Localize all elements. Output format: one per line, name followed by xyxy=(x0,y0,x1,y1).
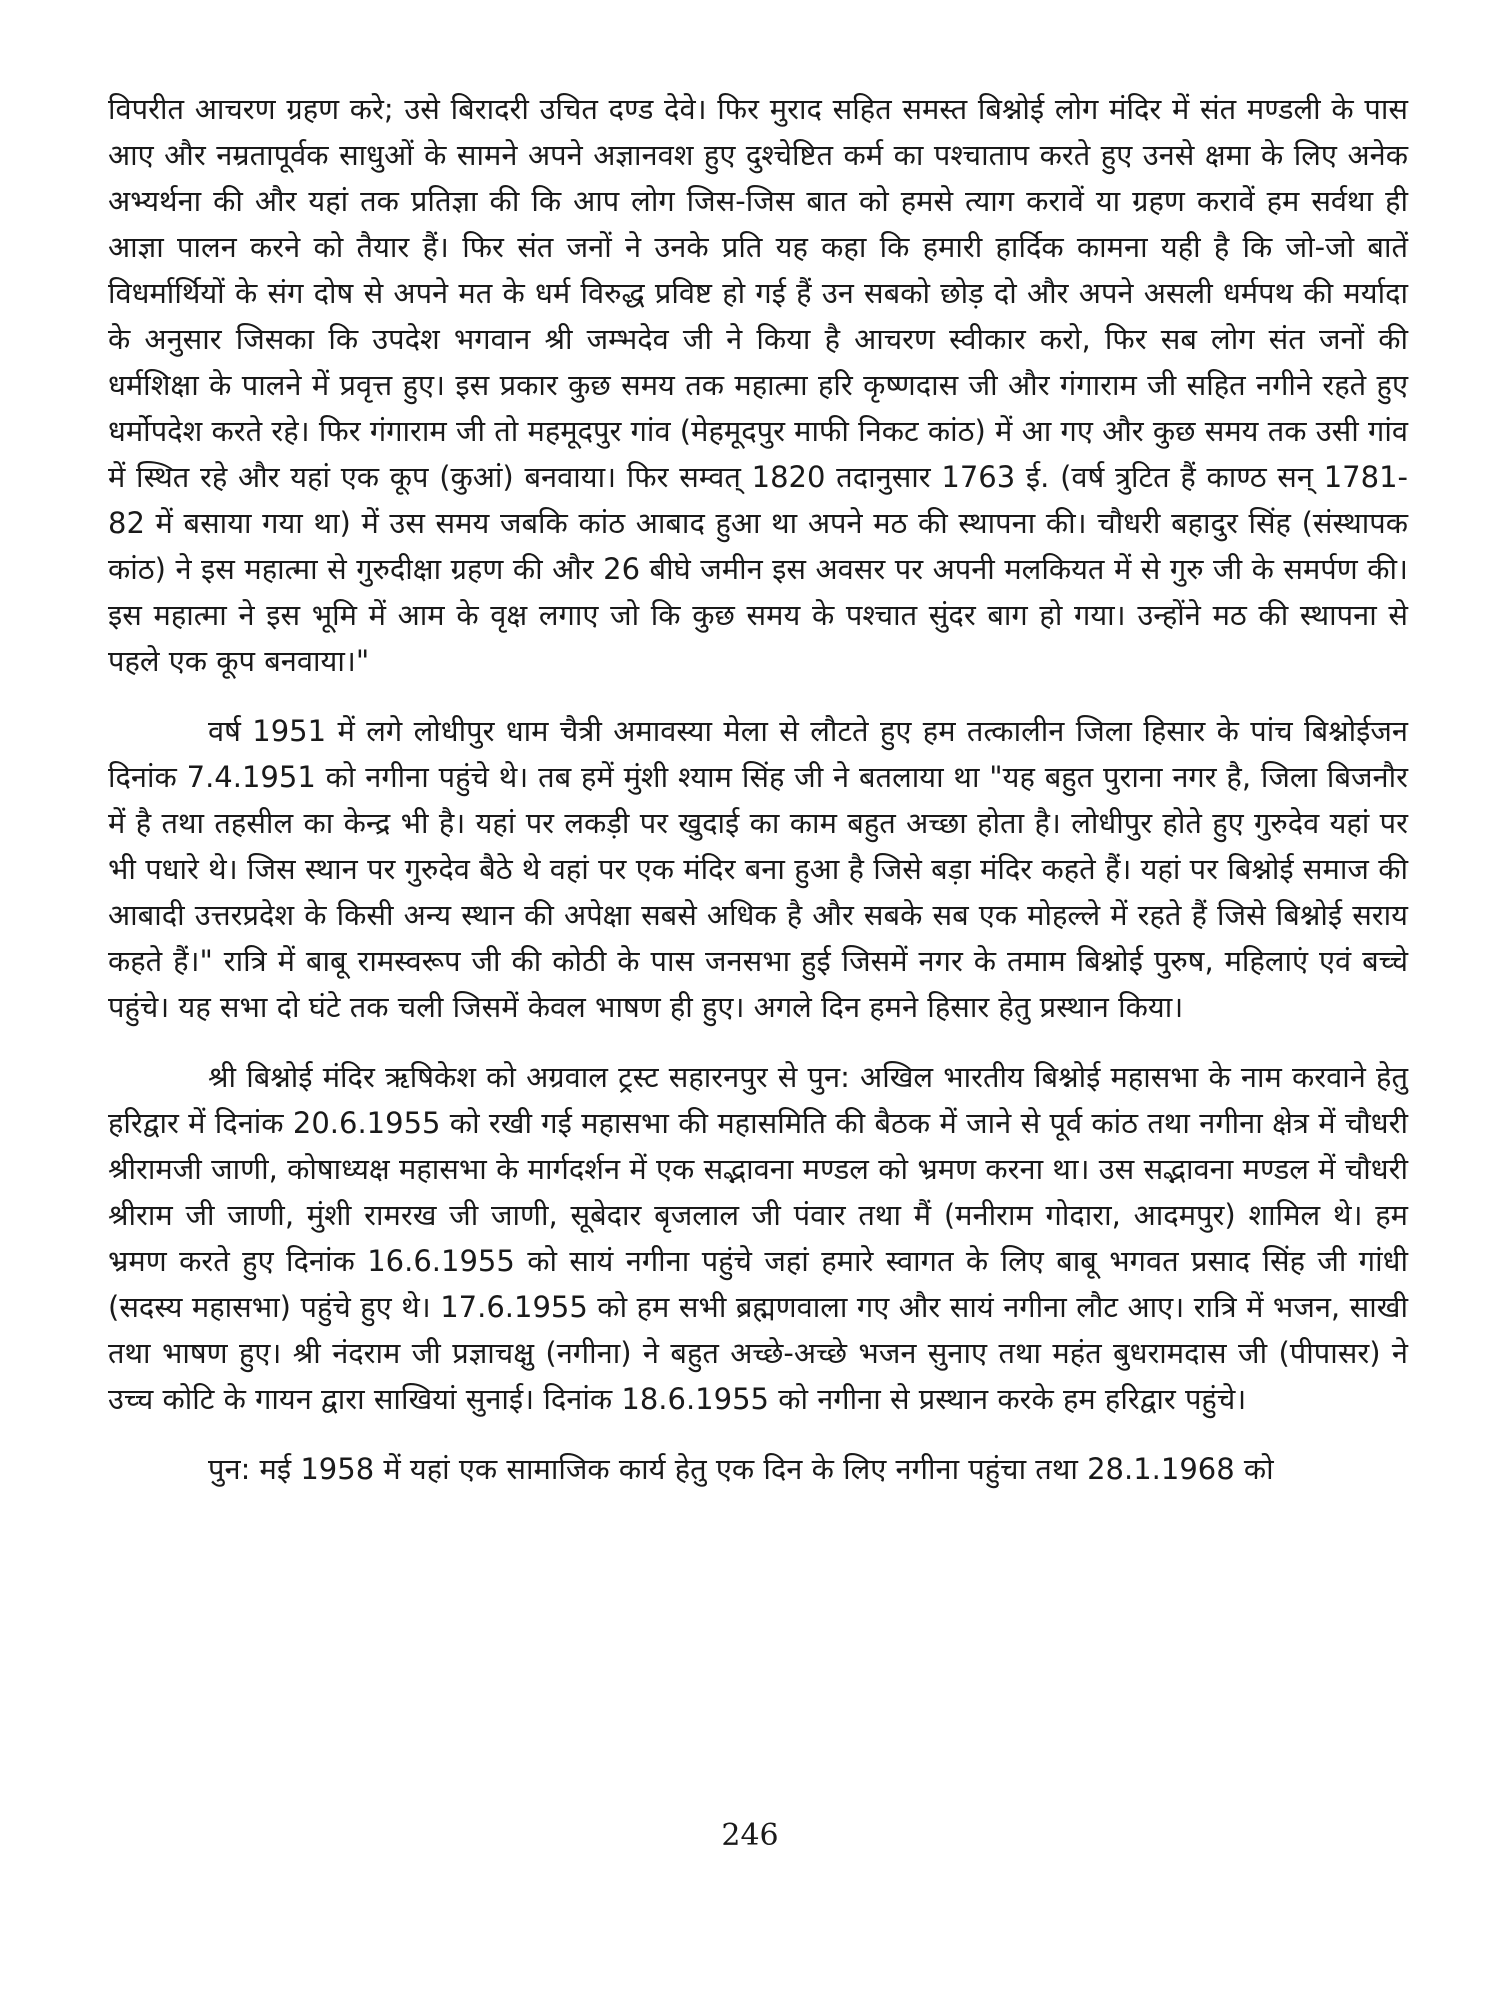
paragraph-1: विपरीत आचरण ग्रहण करे; उसे बिरादरी उचित दण्ड देवे। फिर मुराद सहित समस्त बिश्नोई लोग मंदिर में संत मण्डली के पास आए और नम्रतापूर्वक साधुओं के सामने अपने अज्ञानवश हुए दुश्चेष्टित कर्म का पश्चाताप करते हुए उनसे क्षमा के लिए अनेक अभ्यर्थना की और यहां तक प्रतिज्ञा की कि आप लोग जिस-जिस बात को हमसे त्याग करावें या ग्रहण करावें हम सर्वथा ही आज्ञा पालन करने को तैयार हैं। फिर संत जनों ने उनके प्रति यह कहा कि हमारी हार्दिक कामना यही है कि जो-जो बातें विधर्मार्थियों के संग दोष से अपने मत के धर्म विरुद्ध प्रविष्ट हो गई हैं उन सबको छोड़ दो और अपने असली धर्मपथ की मर्यादा के अनुसार जिसका कि उपदेश भगवान श्री जम्भदेव जी ने किया है आचरण स्वीकार करो, फिर सब लोग संत जनों की धर्मशिक्षा के पालने में प्रवृत्त हुए। इस प्रकार कुछ समय तक महात्मा हरि कृष्णदास जी और गंगाराम जी सहित नगीने रहते हुए धर्मोपदेश करते रहे। फिर गंगाराम जी तो महमूदपुर गांव (मेहमूदपुर माफी निकट कांठ) में आ गए और कुछ समय तक उसी गांव में स्थित रहे और यहां एक कूप (कुआं) बनवाया। फिर सम्वत् 1820 तदानुसार 1763 ई. (वर्ष त्रुटित हैं काण्ठ सन् 1781-82 में बसाया गया था) में उस समय जबकि कांठ आबाद हुआ था अपने मठ की स्थापना की। चौधरी बहादुर सिंह (संस्थापक कांठ) ने इस महात्मा से गुरुदीक्षा ग्रहण की और 26 बीघे जमीन इस अवसर पर अपनी मलकियत में से गुरु जी के समर्पण की। इस महात्मा ने इस भूमि में आम के वृक्ष लगाए जो कि कुछ समय के पश्चात सुंदर बाग हो गया। उन्होंने मठ की स्थापना से पहले एक कूप बनवाया।" xyxy=(108,92,1408,678)
paragraph-4: पुन: मई 1958 में यहां एक सामाजिक कार्य हेतु एक दिन के लिए नगीना पहुंचा तथा 28.1.1968 को xyxy=(208,1452,1274,1486)
paragraph-3: श्री बिश्नोई मंदिर ऋषिकेश को अग्रवाल ट्रस्ट सहारनपुर से पुन: अखिल भारतीय बिश्नोई महासभा के नाम करवाने हेतु हरिद्वार में दिनांक 20.6.1955 को रखी गई महासभा की महासमिति की बैठक में जाने से पूर्व कांठ तथा नगीना क्षेत्र में चौधरी श्रीरामजी जाणी, कोषाध्यक्ष महासभा के मार्गदर्शन में एक सद्भावना मण्डल को भ्रमण करना था। उस सद्भावना मण्डल में चौधरी श्रीराम जी जाणी, मुंशी रामरख जी जाणी, सूबेदार बृजलाल जी पंवार तथा मैं (मनीराम गोदारा, आदमपुर) शामिल थे। हम भ्रमण करते हुए दिनांक 16.6.1955 को सायं नगीना पहुंचे जहां हमारे स्वागत के लिए बाबू भगवत प्रसाद सिंह जी गांधी (सदस्य महासभा) पहुंचे हुए थे। 17.6.1955 को हम सभी ब्रह्मणवाला गए और सायं नगीना लौट आए। रात्रि में भजन, साखी तथा भाषण हुए। श्री नंदराम जी प्रज्ञाचक्षु (नगीना) ने बहुत अच्छे-अच्छे भजन सुनाए तथा महंत बुधरामदास जी (पीपासर) ने उच्च कोटि के गायन द्वारा साखियां सुनाई। दिनांक 18.6.1955 को नगीना से प्रस्थान करके हम हरिद्वार पहुंचे। xyxy=(108,1060,1408,1416)
page-number: 246 xyxy=(721,1818,779,1853)
page-body xyxy=(108,86,1408,1492)
paragraph-2: वर्ष 1951 में लगे लोधीपुर धाम चैत्री अमावस्या मेला से लौटते हुए हम तत्कालीन जिला हिसार के पांच बिश्नोईजन दिनांक 7.4.1951 को नगीना पहुंचे थे। तब हमें मुंशी श्याम सिंह जी ने बतलाया था "यह बहुत पुराना नगर है, जिला बिजनौर में है तथा तहसील का केन्द्र भी है। यहां पर लकड़ी पर खुदाई का काम बहुत अच्छा होता है। लोधीपुर होते हुए गुरुदेव यहां पर भी पधारे थे। जिस स्थान पर गुरुदेव बैठे थे वहां पर एक मंदिर बना हुआ है जिसे बड़ा मंदिर कहते हैं। यहां पर बिश्नोई समाज की आबादी उत्तरप्रदेश के किसी अन्य स्थान की अपेक्षा सबसे अधिक है और सबके सब एक मोहल्ले में रहते हैं जिसे बिश्नोई सराय कहते हैं।" रात्रि में बाबू रामस्वरूप जी की कोठी के पास जनसभा हुई जिसमें नगर के तमाम बिश्नोई पुरुष, महिलाएं एवं बच्चे पहुंचे। यह सभा दो घंटे तक चली जिसमें केवल भाषण ही हुए। अगले दिन हमने हिसार हेतु प्रस्थान किया। xyxy=(108,714,1408,1024)
